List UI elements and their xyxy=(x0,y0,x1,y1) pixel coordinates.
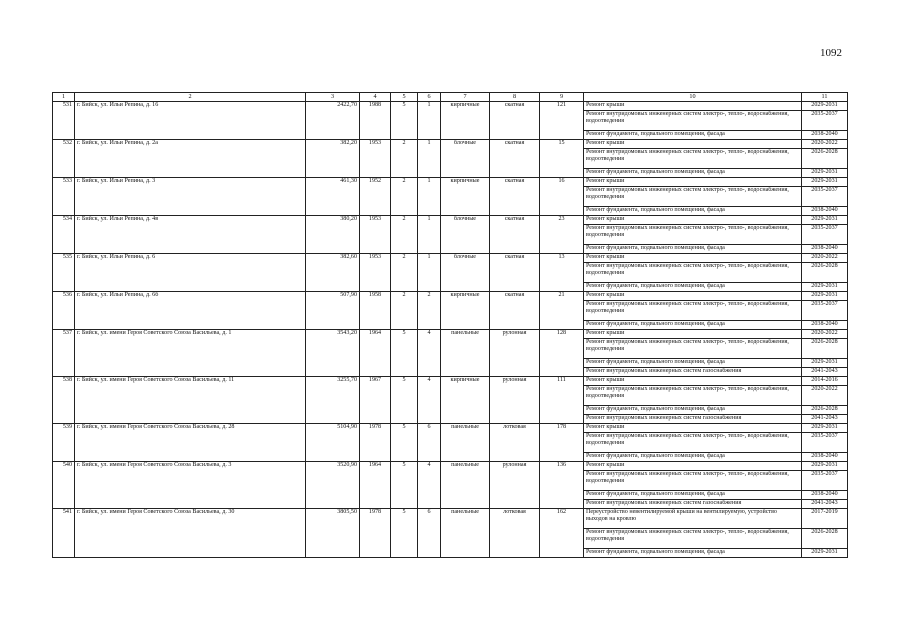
record-material: блочные xyxy=(441,254,490,292)
record-area: 3520,90 xyxy=(306,462,360,509)
record-entrances: 2 xyxy=(418,292,441,330)
record-year: 1953 xyxy=(360,216,391,254)
table-row xyxy=(53,102,848,111)
record-area: 5104,90 xyxy=(306,424,360,462)
work-period: 2014-2016 xyxy=(802,377,848,386)
work-name: Ремонт крыши xyxy=(584,254,802,263)
header-cell: 7 xyxy=(441,93,490,102)
work-period: 2029-2031 xyxy=(802,549,848,558)
table-row xyxy=(53,377,848,386)
record-area: 3805,50 xyxy=(306,509,360,558)
record-year: 1953 xyxy=(360,254,391,292)
work-period: 2026-2028 xyxy=(802,529,848,549)
record-area: 3543,20 xyxy=(306,330,360,377)
work-period: 2035-2037 xyxy=(802,471,848,491)
work-name: Ремонт фундамента, подвального помещения, фасада xyxy=(584,453,802,462)
work-period: 2026-2028 xyxy=(802,149,848,169)
record-year: 1953 xyxy=(360,140,391,178)
record-residents: 23 xyxy=(540,216,584,254)
record-number: 541 xyxy=(53,509,75,558)
record-roof-type: скатная xyxy=(490,254,540,292)
record-material: панельные xyxy=(441,462,490,509)
record-address: г. Бийск, ул. Ильи Репина, д. 2а xyxy=(75,140,306,178)
record-roof-type: рулонная xyxy=(490,462,540,509)
work-period: 2020-2022 xyxy=(802,254,848,263)
table-row xyxy=(53,140,848,149)
work-period: 2038-2040 xyxy=(802,453,848,462)
record-number: 533 xyxy=(53,178,75,216)
record-address: г. Бийск, ул. имени Героя Советского Союза Васильева, д. 28 xyxy=(75,424,306,462)
record-floors: 2 xyxy=(391,140,418,178)
record-roof-type: лотковая xyxy=(490,509,540,558)
record-address: г. Бийск, ул. имени Героя Советского Союза Васильева, д. 1 xyxy=(75,330,306,377)
table-row xyxy=(53,292,848,301)
work-name: Ремонт внутридомовых инженерных систем электро-, тепло-, водоснабжения, водоотведения xyxy=(584,386,802,406)
record-address: г. Бийск, ул. Ильи Репина, д. 4в xyxy=(75,216,306,254)
work-period: 2038-2040 xyxy=(802,207,848,216)
work-name: Ремонт фундамента, подвального помещения, фасада xyxy=(584,321,802,330)
work-period: 2035-2037 xyxy=(802,433,848,453)
work-name: Ремонт крыши xyxy=(584,292,802,301)
record-entrances: 1 xyxy=(418,178,441,216)
work-name: Ремонт фундамента, подвального помещения, фасада xyxy=(584,245,802,254)
work-name: Ремонт внутридомовых инженерных систем электро-, тепло-, водоснабжения, водоотведения xyxy=(584,529,802,549)
record-address: г. Бийск, ул. Ильи Репина, д. 3 xyxy=(75,178,306,216)
table-row xyxy=(53,178,848,187)
work-name: Ремонт внутридомовых инженерных систем электро-, тепло-, водоснабжения, водоотведения xyxy=(584,433,802,453)
record-address: г. Бийск, ул. имени Героя Советского Союза Васильева, д. 11 xyxy=(75,377,306,424)
capital-repair-table xyxy=(52,92,848,558)
work-name: Ремонт крыши xyxy=(584,140,802,149)
work-period: 2020-2022 xyxy=(802,330,848,339)
record-entrances: 4 xyxy=(418,377,441,424)
record-area: 382,60 xyxy=(306,254,360,292)
header-cell: 5 xyxy=(391,93,418,102)
record-entrances: 4 xyxy=(418,330,441,377)
record-residents: 15 xyxy=(540,140,584,178)
work-period: 2026-2028 xyxy=(802,263,848,283)
record-residents: 162 xyxy=(540,509,584,558)
work-period: 2038-2040 xyxy=(802,321,848,330)
record-entrances: 1 xyxy=(418,216,441,254)
record-material: блочные xyxy=(441,140,490,178)
record-residents: 128 xyxy=(540,330,584,377)
record-material: кирпичные xyxy=(441,178,490,216)
page-number: 1092 xyxy=(820,47,842,59)
record-material: кирпичные xyxy=(441,292,490,330)
header-cell: 10 xyxy=(584,93,802,102)
work-period: 2029-2031 xyxy=(802,462,848,471)
work-name: Ремонт внутридомовых инженерных систем газоснабжения xyxy=(584,415,802,424)
record-residents: 121 xyxy=(540,102,584,140)
record-roof-type: скатная xyxy=(490,292,540,330)
work-name: Ремонт фундамента, подвального помещения, фасада xyxy=(584,491,802,500)
work-period: 2029-2031 xyxy=(802,169,848,178)
work-name: Ремонт фундамента, подвального помещения, фасада xyxy=(584,359,802,368)
table-row xyxy=(53,424,848,433)
work-name: Ремонт фундамента, подвального помещения, фасада xyxy=(584,406,802,415)
record-roof-type: скатная xyxy=(490,178,540,216)
record-area: 380,20 xyxy=(306,216,360,254)
record-year: 1964 xyxy=(360,462,391,509)
work-period: 2035-2037 xyxy=(802,301,848,321)
work-name: Ремонт фундамента, подвального помещения, фасада xyxy=(584,549,802,558)
header-cell: 6 xyxy=(418,93,441,102)
work-name: Ремонт фундамента, подвального помещения, фасада xyxy=(584,169,802,178)
record-entrances: 4 xyxy=(418,462,441,509)
table-row xyxy=(53,462,848,471)
record-number: 532 xyxy=(53,140,75,178)
work-name: Ремонт крыши xyxy=(584,178,802,187)
record-roof-type: рулонная xyxy=(490,330,540,377)
work-name: Ремонт внутридомовых инженерных систем электро-, тепло-, водоснабжения, водоотведения xyxy=(584,225,802,245)
record-year: 1964 xyxy=(360,330,391,377)
work-period: 2029-2031 xyxy=(802,424,848,433)
table-row xyxy=(53,330,848,339)
work-name: Ремонт крыши xyxy=(584,330,802,339)
record-number: 540 xyxy=(53,462,75,509)
record-material: блочные xyxy=(441,216,490,254)
work-name: Ремонт крыши xyxy=(584,216,802,225)
record-entrances: 6 xyxy=(418,424,441,462)
record-material: кирпичные xyxy=(441,102,490,140)
header-row xyxy=(53,93,848,102)
work-name: Ремонт крыши xyxy=(584,462,802,471)
record-address: г. Бийск, ул. имени Героя Советского Союза Васильева, д. 3 xyxy=(75,462,306,509)
work-name: Ремонт внутридомовых инженерных систем газоснабжения xyxy=(584,500,802,509)
header-cell: 8 xyxy=(490,93,540,102)
record-year: 1967 xyxy=(360,377,391,424)
record-roof-type: скатная xyxy=(490,216,540,254)
record-roof-type: лотковая xyxy=(490,424,540,462)
work-name: Ремонт внутридомовых инженерных систем электро-, тепло-, водоснабжения, водоотведения xyxy=(584,149,802,169)
work-name: Ремонт фундамента, подвального помещения, фасада xyxy=(584,207,802,216)
record-floors: 5 xyxy=(391,330,418,377)
record-number: 539 xyxy=(53,424,75,462)
record-entrances: 1 xyxy=(418,140,441,178)
record-area: 461,30 xyxy=(306,178,360,216)
header-cell: 9 xyxy=(540,93,584,102)
record-number: 536 xyxy=(53,292,75,330)
record-floors: 2 xyxy=(391,254,418,292)
record-year: 1988 xyxy=(360,102,391,140)
table-row xyxy=(53,509,848,529)
table-row xyxy=(53,254,848,263)
record-area: 3255,70 xyxy=(306,377,360,424)
record-residents: 21 xyxy=(540,292,584,330)
work-name: Ремонт внутридомовых инженерных систем электро-, тепло-, водоснабжения, водоотведения xyxy=(584,263,802,283)
record-number: 538 xyxy=(53,377,75,424)
work-period: 2041-2043 xyxy=(802,368,848,377)
work-period: 2029-2031 xyxy=(802,216,848,225)
record-residents: 16 xyxy=(540,178,584,216)
record-residents: 136 xyxy=(540,462,584,509)
record-material: панельные xyxy=(441,330,490,377)
work-period: 2041-2043 xyxy=(802,500,848,509)
work-name: Ремонт крыши xyxy=(584,102,802,111)
record-year: 1952 xyxy=(360,178,391,216)
work-period: 2038-2040 xyxy=(802,491,848,500)
record-number: 534 xyxy=(53,216,75,254)
work-name: Ремонт внутридомовых инженерных систем электро-, тепло-, водоснабжения, водоотведения xyxy=(584,301,802,321)
work-name: Ремонт внутридомовых инженерных систем электро-, тепло-, водоснабжения, водоотведения xyxy=(584,471,802,491)
record-area: 507,90 xyxy=(306,292,360,330)
record-residents: 178 xyxy=(540,424,584,462)
work-period: 2038-2040 xyxy=(802,245,848,254)
record-entrances: 6 xyxy=(418,509,441,558)
record-number: 535 xyxy=(53,254,75,292)
work-period: 2017-2019 xyxy=(802,509,848,529)
work-period: 2029-2031 xyxy=(802,283,848,292)
work-name: Переустройство невентилируемой крыши на вентилируемую, устройство выходов на кровлю xyxy=(584,509,802,529)
record-year: 1958 xyxy=(360,292,391,330)
work-name: Ремонт внутридомовых инженерных систем электро-, тепло-, водоснабжения, водоотведения xyxy=(584,339,802,359)
work-name: Ремонт внутридомовых инженерных систем электро-, тепло-, водоснабжения, водоотведения xyxy=(584,187,802,207)
record-area: 382,20 xyxy=(306,140,360,178)
work-period: 2035-2037 xyxy=(802,111,848,131)
work-name: Ремонт фундамента, подвального помещения, фасада xyxy=(584,283,802,292)
work-period: 2038-2040 xyxy=(802,131,848,140)
record-address: г. Бийск, ул. Ильи Репина, д. 16 xyxy=(75,102,306,140)
record-material: кирпичные xyxy=(441,377,490,424)
work-period: 2029-2031 xyxy=(802,102,848,111)
record-area: 2422,70 xyxy=(306,102,360,140)
work-period: 2026-2028 xyxy=(802,406,848,415)
record-number: 537 xyxy=(53,330,75,377)
work-name: Ремонт внутридомовых инженерных систем электро-, тепло-, водоснабжения, водоотведения xyxy=(584,111,802,131)
record-residents: 13 xyxy=(540,254,584,292)
work-period: 2029-2031 xyxy=(802,359,848,368)
record-floors: 2 xyxy=(391,292,418,330)
work-period: 2035-2037 xyxy=(802,187,848,207)
record-year: 1978 xyxy=(360,509,391,558)
work-period: 2026-2028 xyxy=(802,339,848,359)
header-cell: 4 xyxy=(360,93,391,102)
header-cell: 3 xyxy=(306,93,360,102)
record-address: г. Бийск, ул. Ильи Репина, д. 6 xyxy=(75,254,306,292)
record-address: г. Бийск, ул. Ильи Репина, д. 6б xyxy=(75,292,306,330)
header-cell: 1 xyxy=(53,93,75,102)
work-name: Ремонт внутридомовых инженерных систем газоснабжения xyxy=(584,368,802,377)
record-floors: 5 xyxy=(391,377,418,424)
record-entrances: 1 xyxy=(418,102,441,140)
record-roof-type: рулонная xyxy=(490,377,540,424)
work-period: 2041-2043 xyxy=(802,415,848,424)
record-material: панельные xyxy=(441,424,490,462)
work-period: 2020-2022 xyxy=(802,386,848,406)
work-name: Ремонт фундамента, подвального помещения, фасада xyxy=(584,131,802,140)
work-period: 2029-2031 xyxy=(802,292,848,301)
record-roof-type: скатная xyxy=(490,102,540,140)
work-period: 2020-2022 xyxy=(802,140,848,149)
record-floors: 2 xyxy=(391,216,418,254)
work-name: Ремонт крыши xyxy=(584,377,802,386)
record-floors: 5 xyxy=(391,424,418,462)
record-entrances: 1 xyxy=(418,254,441,292)
header-cell: 2 xyxy=(75,93,306,102)
record-year: 1978 xyxy=(360,424,391,462)
record-floors: 5 xyxy=(391,462,418,509)
record-floors: 5 xyxy=(391,509,418,558)
record-roof-type: скатная xyxy=(490,140,540,178)
record-number: 531 xyxy=(53,102,75,140)
record-floors: 5 xyxy=(391,102,418,140)
record-material: панельные xyxy=(441,509,490,558)
work-period: 2029-2031 xyxy=(802,178,848,187)
record-floors: 2 xyxy=(391,178,418,216)
header-cell: 11 xyxy=(802,93,848,102)
table-row xyxy=(53,216,848,225)
work-period: 2035-2037 xyxy=(802,225,848,245)
work-name: Ремонт крыши xyxy=(584,424,802,433)
record-address: г. Бийск, ул. имени Героя Советского Союза Васильева, д. 30 xyxy=(75,509,306,558)
record-residents: 111 xyxy=(540,377,584,424)
